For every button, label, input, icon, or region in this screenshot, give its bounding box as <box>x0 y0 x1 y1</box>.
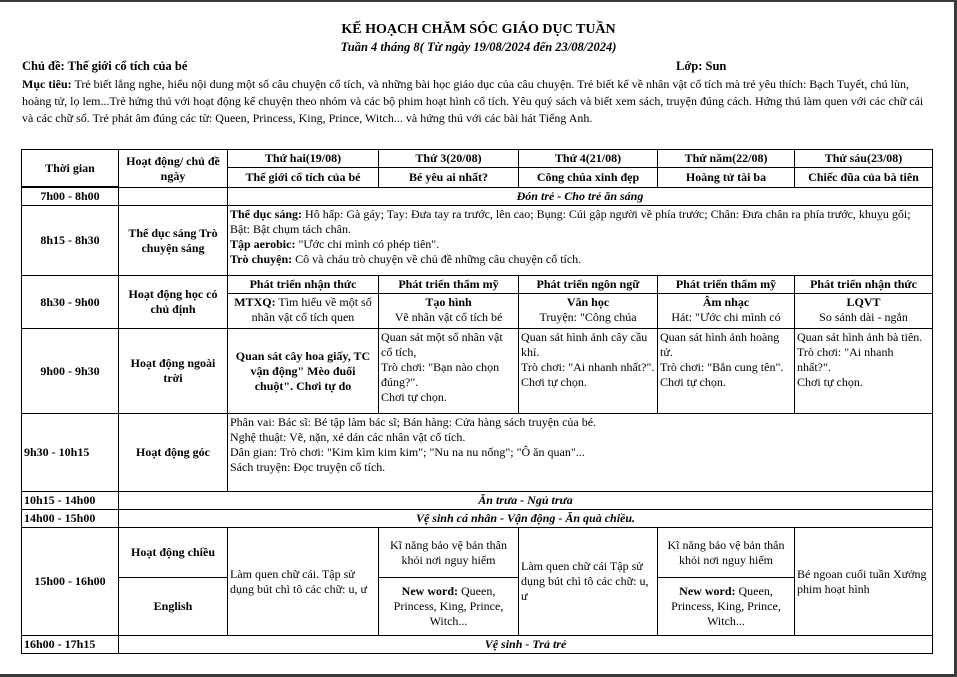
activity-cell: Hoạt động ngoài trời <box>119 329 228 414</box>
outdoor-line: Quan sát một số nhân vật cổ tích, <box>381 330 503 359</box>
activity-cell: Hoạt động học có chủ định <box>119 276 228 329</box>
learning-head-1: Phát triển nhận thức <box>228 276 379 294</box>
outdoor-cell-4 <box>658 329 795 414</box>
learning-head-2: Phát triển thẩm mỹ <box>379 276 519 294</box>
day-1-topic: Thế giới cổ tích của bé <box>228 168 379 188</box>
time-cell: 16h00 - 17h15 <box>22 636 119 654</box>
english-cell: English <box>119 578 228 636</box>
afternoon-cell-5: Bé ngoan cuối tuần Xưởng phim hoạt hình <box>795 528 933 636</box>
exercise-details <box>228 206 933 276</box>
time-cell: 15h00 - 16h00 <box>22 528 119 636</box>
row-afternoon-hygiene <box>22 510 933 528</box>
weekly-plan-table <box>21 149 933 654</box>
learning-head-5: Phát triển nhận thức <box>795 276 933 294</box>
goal-label: Mục tiêu: <box>22 77 72 91</box>
activity-cell: Hoạt động góc <box>119 414 228 492</box>
row-pickup <box>22 636 933 654</box>
learning-cell-2 <box>379 294 519 329</box>
time-cell: 9h00 - 9h30 <box>22 329 119 414</box>
art-title: Tạo hình <box>425 295 472 309</box>
row-outdoor <box>22 329 933 414</box>
row-morning-exercise <box>22 206 933 276</box>
learning-cell-1 <box>228 294 379 329</box>
learning-head-4: Phát triển thẩm mỹ <box>658 276 795 294</box>
document-title: KẾ HOẠCH CHĂM SÓC GIÁO DỤC TUẦN <box>341 22 616 37</box>
new-word-text: Queen, Princess, King, Prince, Witch... <box>671 584 781 628</box>
exercise-text: Hô hấp: Gà gáy; Tay: Đưa tay ra trước, lên cao; Bụng: Cúi gập người về phía trước; Chân: Đưa chân ra phía trước, khuỵu gối; Bật: Bật chụm tách chân. <box>230 207 911 236</box>
day-3-topic: Công chúa xinh đẹp <box>519 168 658 188</box>
goal-text: Trẻ biết lắng nghe, hiểu nội dung một số câu chuyện cổ tích, và những bài học giáo dục của câu chuyện. Trẻ biết kể về nhân vật cổ tích mà trẻ yêu thích: Bạch Tuyết, chú lùn, hoàng tử, lọ lem...Trẻ hứng thú với hoạt động kể chuyện theo nhóm và các bộ phim hoạt hình cổ tích. Yêu quý sách và biết xem sách, truyện đúng cách. Hứng thú làm quen với các chữ cái và các chữ số. Trẻ phát âm đúng các từ: Queen, Princess, King, Prince, Witch... và hứng thú với các bài hát Tiếng Anh. <box>22 77 924 125</box>
outdoor-cell-3 <box>519 329 658 414</box>
outdoor-line: Trò chơi: "Bạn nào chọn đúng?". <box>381 360 500 389</box>
time-cell: 14h00 - 15h00 <box>22 510 119 528</box>
corner-line: Sách truyện: Đọc truyện cổ tích. <box>230 460 386 474</box>
day-1-header: Thứ hai(19/08) <box>228 150 379 168</box>
mtxq-text: Tìm hiểu về một số nhân vật cổ tích quen <box>251 295 372 324</box>
day-3-header: Thứ 4(21/08) <box>519 150 658 168</box>
aerobic-label: Tập aerobic: <box>230 237 296 251</box>
new-word-label: New word: <box>401 584 458 598</box>
aerobic-text: "Ước chi mình có phép tiên". <box>295 237 440 251</box>
math-title: LQVT <box>846 295 881 309</box>
outdoor-line: Chơi tự chọn. <box>660 375 726 389</box>
art-text: Vẽ nhân vật cổ tích bé <box>394 310 503 324</box>
header-row <box>22 150 933 168</box>
time-cell: 8h15 - 8h30 <box>22 206 119 276</box>
document-subtitle: Tuần 4 tháng 8( Từ ngày 19/08/2024 đến 23/08/2024) <box>340 40 617 54</box>
col-time-header: Thời gian <box>22 150 119 187</box>
day-2-header: Thứ 3(20/08) <box>379 150 519 168</box>
row-learning-heads <box>22 276 933 294</box>
music-title: Âm nhạc <box>702 295 750 309</box>
afternoon-cell-3: Làm quen chữ cái Tập sử dụng bút chì tô các chữ: u, ư <box>519 528 658 636</box>
learning-cell-4 <box>658 294 795 329</box>
literature-title: Văn học <box>566 295 610 309</box>
merged-activity: Đón trẻ - Cho trẻ ăn sáng <box>228 188 933 206</box>
afternoon-skill-2: Kĩ năng bảo vệ bản thân khỏi nơi nguy hiểm <box>379 528 519 578</box>
outdoor-cell-1: Quan sát cây hoa giấy, TC vận động" Mèo đuổi chuột". Chơi tự do <box>228 329 379 414</box>
corner-line: Nghệ thuật: Vẽ, nặn, xé dán các nhân vật cổ tích. <box>230 430 466 444</box>
goal-paragraph <box>22 76 932 127</box>
outdoor-line: Trò chơi: "Ai nhanh nhất?". <box>521 360 655 374</box>
outdoor-cell-2 <box>379 329 519 414</box>
day-5-header: Thứ sáu(23/08) <box>795 150 933 168</box>
activity-cell: Hoạt động chiều <box>119 528 228 578</box>
english-words-4 <box>658 578 795 636</box>
outdoor-line: Trò chơi: "Ai nhanh nhất?". <box>797 345 894 374</box>
day-4-header: Thứ năm(22/08) <box>658 150 795 168</box>
outdoor-line: Chơi tự chọn. <box>521 375 587 389</box>
row-afternoon-top <box>22 528 933 578</box>
time-cell: 7h00 - 8h00 <box>22 188 119 206</box>
music-text: Hát: "Ước chi mình có <box>671 310 781 324</box>
outdoor-line: Quan sát hình ảnh cây cầu khỉ. <box>521 330 648 359</box>
new-word-text: Queen, Princess, King, Prince, Witch... <box>393 584 504 628</box>
theme-label: Chủ đề: Thế giới cổ tích của bé <box>22 59 188 73</box>
learning-cell-3 <box>519 294 658 329</box>
class-label: Lớp: Sun <box>676 59 727 73</box>
activity-cell: Thể dục sáng Trò chuyện sáng <box>119 206 228 276</box>
afternoon-cell-1: Làm quen chữ cái. Tập sử dụng bút chì tô các chữ: u, ư <box>228 528 379 636</box>
english-words-2 <box>379 578 519 636</box>
outdoor-line: Chơi tự chọn. <box>381 390 447 404</box>
merged-activity: Vệ sinh - Trả trẻ <box>119 636 933 654</box>
corner-line: Phân vai: Bác sĩ: Bé tập làm bác sĩ; Bán hàng: Cửa hàng sách truyện của bé. <box>230 415 597 429</box>
day-4-topic: Hoàng tử tài ba <box>658 168 795 188</box>
corner-line: Dân gian: Trò chơi: "Kim kìm kim kim"; "Nu na nu nống"; "Ô ăn quan"... <box>230 445 585 459</box>
talk-text: Cô và cháu trò chuyện về chủ đề những câu chuyện cổ tích. <box>292 252 582 266</box>
col-activity-header: Hoạt động/ chủ đề ngày <box>119 150 228 188</box>
exercise-label: Thể dục sáng: <box>230 207 303 221</box>
row-corner <box>22 414 933 492</box>
afternoon-skill-4: Kĩ năng bảo vệ bản thân khỏi nơi nguy hiểm <box>658 528 795 578</box>
talk-label: Trò chuyện: <box>230 252 293 266</box>
outdoor-line: Chơi tự chọn. <box>797 375 863 389</box>
merged-activity: Ăn trưa - Ngủ trưa <box>119 492 933 510</box>
row-lunch <box>22 492 933 510</box>
literature-text: Truyện: "Công chúa <box>539 310 637 324</box>
outdoor-line: Quan sát hình ảnh bà tiên. <box>797 330 923 344</box>
day-5-topic: Chiếc đũa của bà tiên <box>795 168 933 188</box>
corner-details <box>228 414 933 492</box>
new-word-label: New word: <box>679 584 736 598</box>
time-cell: 10h15 - 14h00 <box>22 492 119 510</box>
mtxq-label: MTXQ: <box>234 295 276 309</box>
outdoor-line: Quan sát hình ảnh hoàng tử. <box>660 330 780 359</box>
learning-cell-5 <box>795 294 933 329</box>
time-cell: 8h30 - 9h00 <box>22 276 119 329</box>
day-2-topic: Bé yêu ai nhất? <box>379 168 519 188</box>
outdoor-line: Trò chơi: "Bắn cung tên". <box>660 360 784 374</box>
merged-activity: Vệ sinh cá nhân - Vận động - Ăn quà chiều. <box>119 510 933 528</box>
learning-head-3: Phát triển ngôn ngữ <box>519 276 658 294</box>
top-border <box>0 0 957 2</box>
row-breakfast <box>22 188 933 206</box>
time-cell: 9h30 - 10h15 <box>22 414 119 492</box>
outdoor-cell-5 <box>795 329 933 414</box>
math-text: So sánh dài - ngắn <box>819 310 908 324</box>
